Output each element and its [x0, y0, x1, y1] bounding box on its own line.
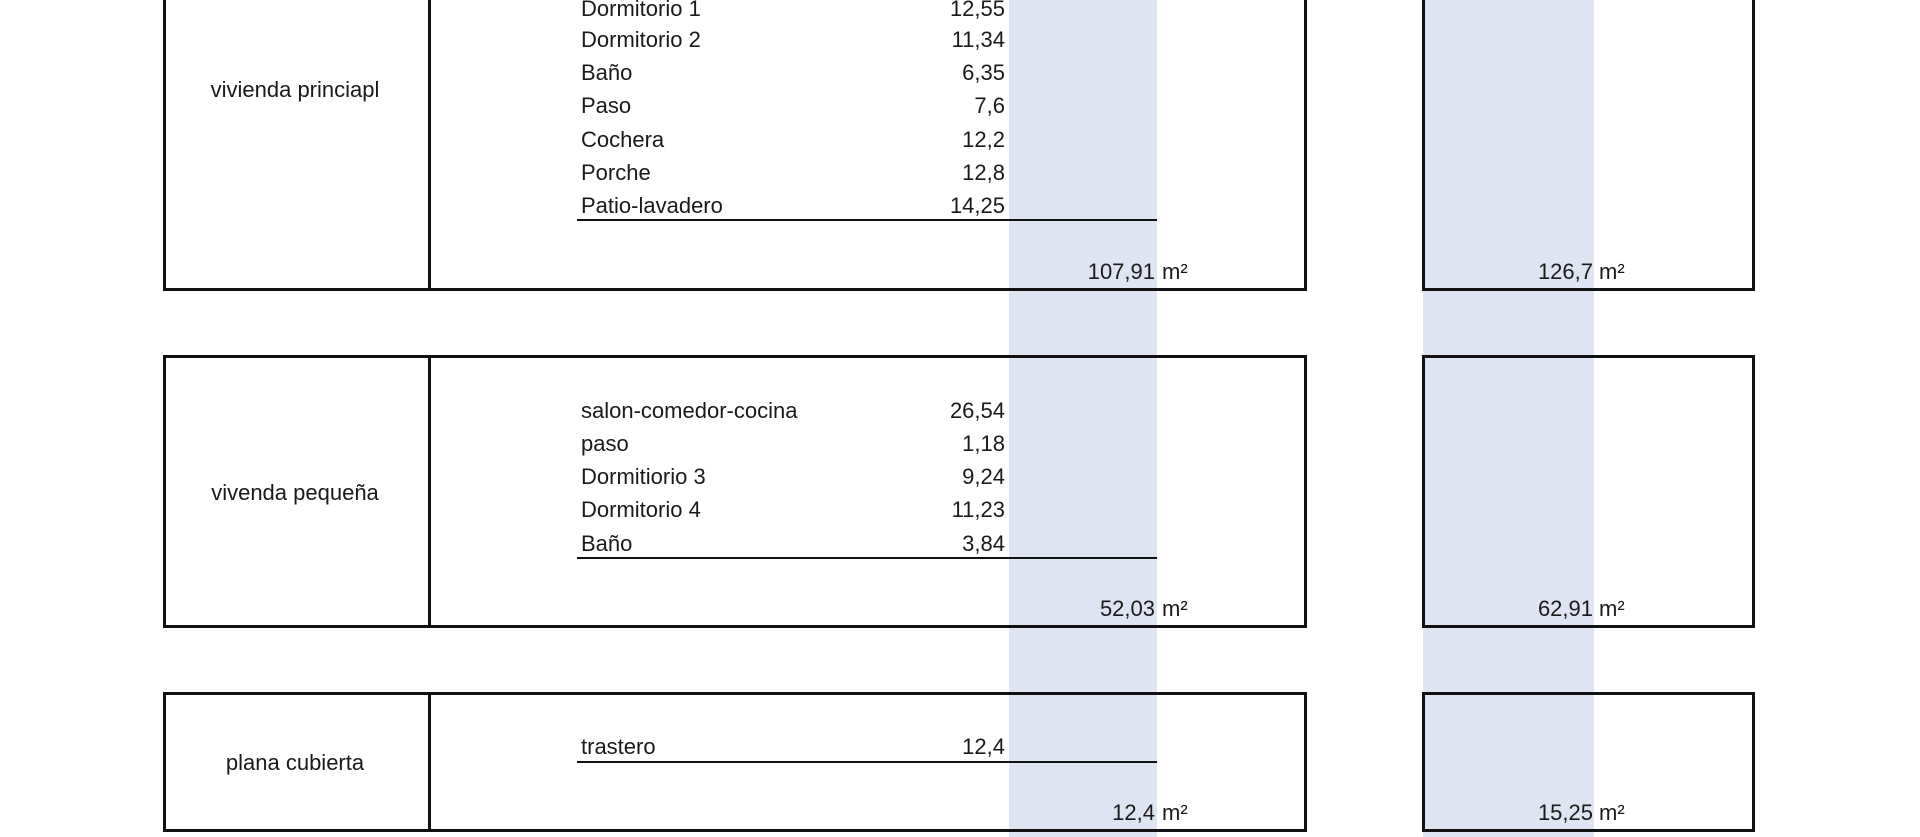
unit-label: m²: [1599, 800, 1625, 825]
room-area: 3,84: [962, 531, 1005, 556]
section-box-vivienda-principal: [163, 0, 1307, 291]
room-name: trastero: [581, 734, 656, 759]
room-area: 7,6: [974, 93, 1005, 118]
built-box-vivienda-pequena: [1422, 355, 1755, 628]
room-name: Baño: [581, 60, 633, 85]
room-area: 11,34: [951, 27, 1005, 52]
subtotal-underline: [577, 557, 1157, 559]
room-name: Dormitorio 2: [581, 27, 701, 52]
room-name: Baño: [581, 531, 633, 556]
total-useful-area: 52,03: [1099, 596, 1155, 621]
room-name: Dormitorio 1: [581, 0, 701, 21]
room-area: 12,4: [962, 734, 1005, 759]
unit-label: m²: [1162, 259, 1188, 284]
room-area: 12,8: [962, 160, 1005, 185]
room-area: 26,54: [949, 398, 1005, 423]
room-name: Patio-lavadero: [581, 193, 723, 218]
room-name: paso: [581, 431, 629, 456]
section-label: plana cubierta: [225, 750, 365, 775]
total-built-area: 62,91: [1537, 596, 1593, 621]
section-divider: [428, 0, 431, 291]
room-name: Dormitiorio 3: [581, 464, 706, 489]
unit-label: m²: [1162, 596, 1188, 621]
total-built-area: 15,25: [1537, 800, 1593, 825]
room-area: 1,18: [962, 431, 1005, 456]
room-area: 6,35: [962, 60, 1005, 85]
subtotal-underline: [577, 219, 1157, 221]
room-area: 9,24: [962, 464, 1005, 489]
room-area: 12,55: [949, 0, 1005, 21]
room-name: Dormitorio 4: [581, 497, 701, 522]
room-area: 14,25: [949, 193, 1005, 218]
total-built-area: 126,7: [1537, 259, 1593, 284]
unit-label: m²: [1599, 596, 1625, 621]
total-useful-area: 12,4: [1112, 800, 1155, 825]
subtotal-underline: [577, 761, 1157, 763]
unit-label: m²: [1162, 800, 1188, 825]
room-area: 12,2: [962, 127, 1005, 152]
room-name: Paso: [581, 93, 632, 118]
room-area: 11,23: [951, 497, 1005, 522]
section-label: vivienda princiapl: [210, 77, 380, 102]
unit-label: m²: [1599, 259, 1625, 284]
section-label: vivenda pequeña: [211, 480, 379, 505]
room-name: Porche: [581, 160, 651, 185]
room-name: salon-comedor-cocina: [581, 398, 798, 423]
total-useful-area: 107,91: [1087, 259, 1155, 284]
built-box-vivienda-principal: [1422, 0, 1755, 291]
room-name: Cochera: [581, 127, 665, 152]
